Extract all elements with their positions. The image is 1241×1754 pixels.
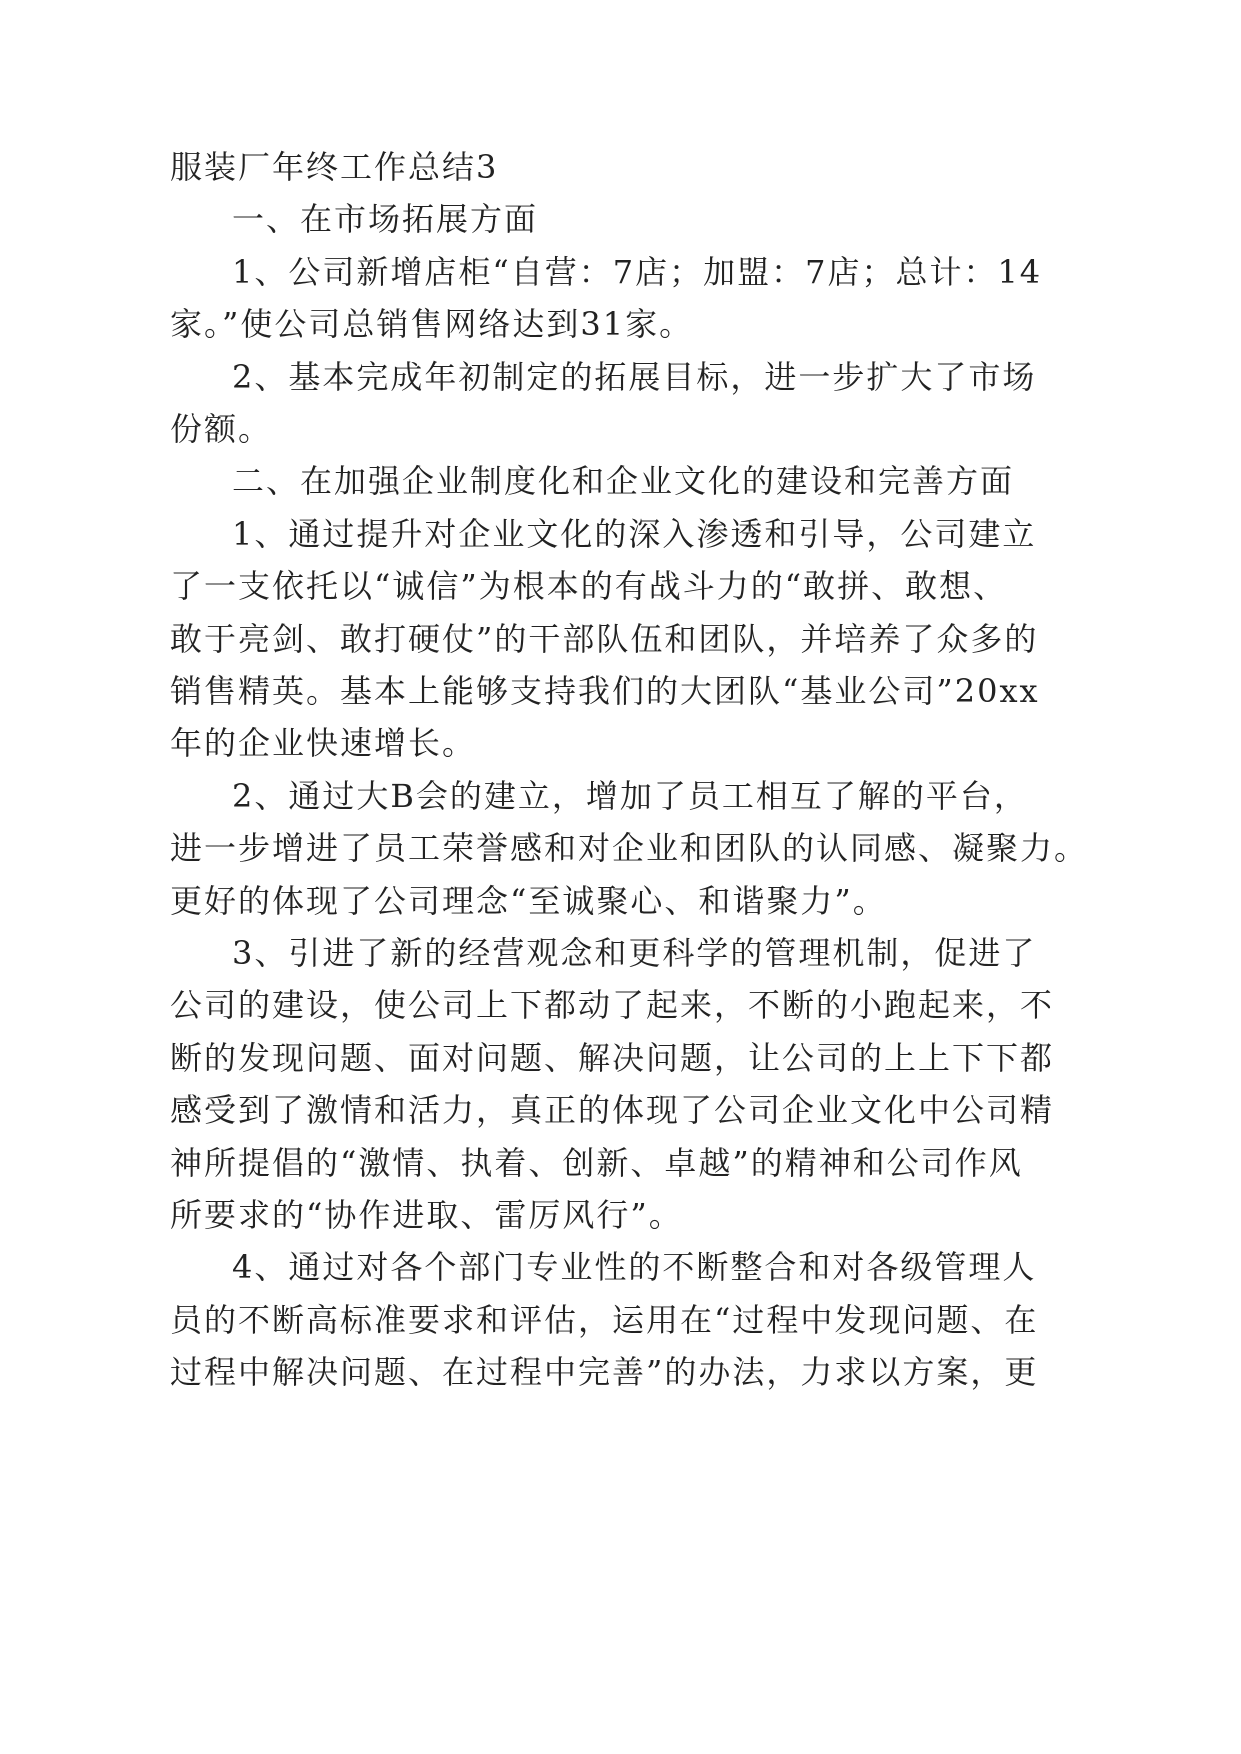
paragraph-line: 敢于亮剑、敢打硬仗”的干部队伍和团队，并培养了众多的 <box>170 620 1039 658</box>
paragraph-line: 4、通过对各个部门专业性的不断整合和对各级管理人 <box>232 1248 1037 1286</box>
paragraph-line: 更好的体现了公司理念“至诚聚心、和谐聚力”。 <box>170 882 887 920</box>
paragraph-line: 家。”使公司总销售网络达到31家。 <box>170 305 694 343</box>
paragraph-line: 份额。 <box>170 410 273 448</box>
paragraph-line: 进一步增进了员工荣誉感和对企业和团队的认同感、凝聚力。 <box>170 829 1089 867</box>
paragraph-line: 了一支依托以“诚信”为根本的有战斗力的“敢拼、敢想、 <box>170 567 1008 605</box>
paragraph-line: 公司的建设，使公司上下都动了起来，不断的小跑起来，不 <box>170 986 1055 1024</box>
paragraph-line: 1、公司新增店柜“自营：7店；加盟：7店；总计：14 <box>232 253 1043 291</box>
paragraph-line: 所要求的“协作进取、雷厉风行”。 <box>170 1196 683 1234</box>
paragraph-line: 2、通过大B会的建立，增加了员工相互了解的平台， <box>232 777 1028 815</box>
section-heading-2: 二、在加强企业制度化和企业文化的建设和完善方面 <box>232 462 1015 500</box>
paragraph-line: 销售精英。基本上能够支持我们的大团队“基业公司”20xx <box>170 672 1040 710</box>
section-heading-1: 一、在市场拓展方面 <box>232 200 539 238</box>
document-title: 服装厂年终工作总结3 <box>170 148 499 186</box>
paragraph-line: 3、引进了新的经营观念和更科学的管理机制，促进了 <box>232 934 1037 972</box>
paragraph-line: 神所提倡的“激情、执着、创新、卓越”的精神和公司作风 <box>170 1144 1023 1182</box>
paragraph-line: 员的不断高标准要求和评估，运用在“过程中发现问题、在 <box>170 1301 1039 1339</box>
paragraph-line: 年的企业快速增长。 <box>170 724 477 762</box>
paragraph-line: 过程中解决问题、在过程中完善”的办法，力求以方案，更 <box>170 1353 1039 1391</box>
paragraph-line: 断的发现问题、面对问题、解决问题，让公司的上上下下都 <box>170 1039 1055 1077</box>
paragraph-line: 1、通过提升对企业文化的深入渗透和引导，公司建立 <box>232 515 1037 553</box>
paragraph-line: 2、基本完成年初制定的拓展目标，进一步扩大了市场 <box>232 358 1037 396</box>
paragraph-line: 感受到了激情和活力，真正的体现了公司企业文化中公司精 <box>170 1091 1055 1129</box>
